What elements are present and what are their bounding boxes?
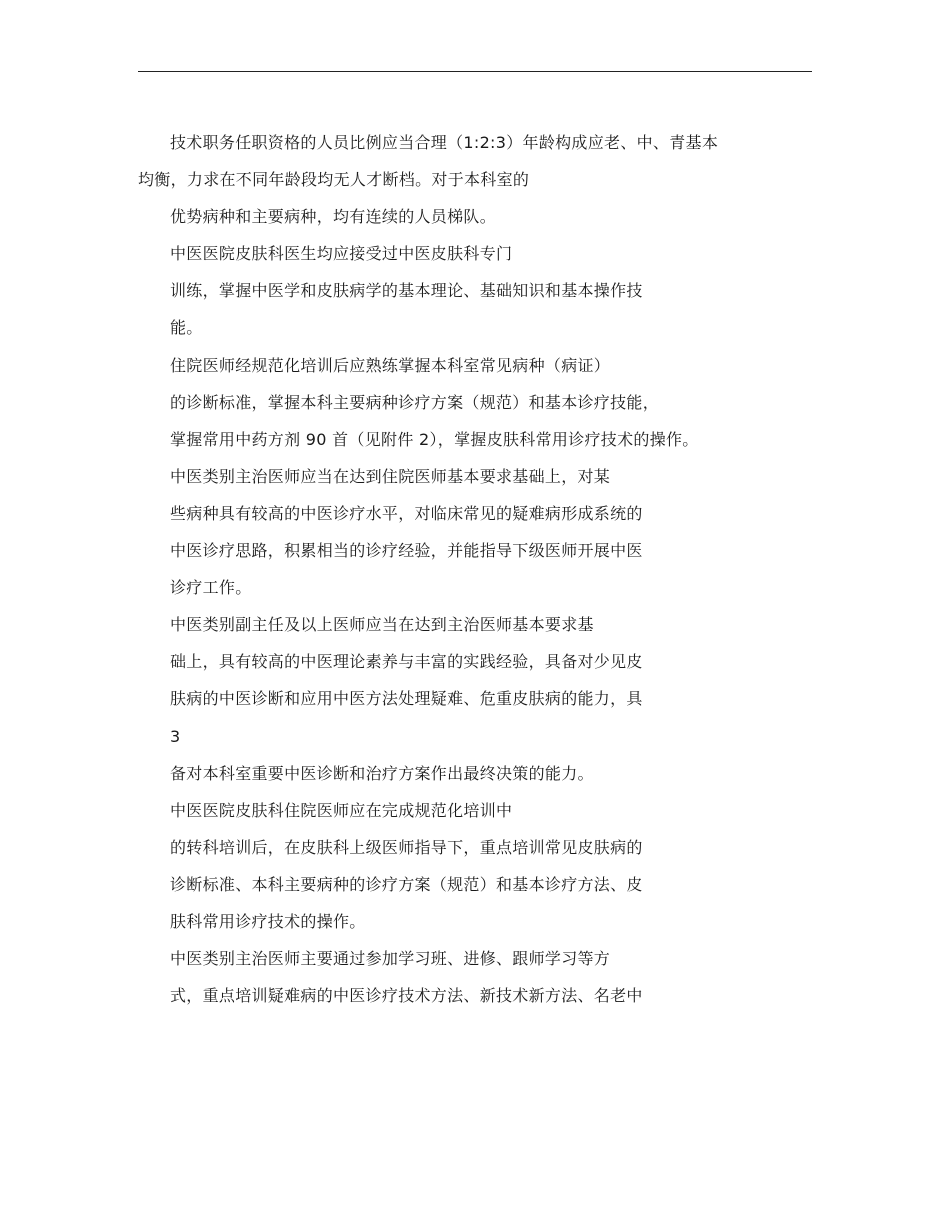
text-line: 诊疗工作。 <box>170 578 252 598</box>
header-rule <box>138 71 812 72</box>
text-line: 肤科常用诊疗技术的操作。 <box>170 911 366 931</box>
text-line: 中医医院皮肤科医生均应接受过中医皮肤科专门 <box>170 244 513 264</box>
text-line: 中医诊疗思路，积累相当的诊疗经验，并能指导下级医师开展中医 <box>170 541 643 561</box>
text-line: 诊断标准、本科主要病种的诊疗方案（规范）和基本诊疗方法、皮 <box>170 874 643 894</box>
text-line: 中医类别副主任及以上医师应当在达到主治医师基本要求基 <box>170 615 594 635</box>
text-line: 中医类别主治医师主要通过参加学习班、进修、跟师学习等方 <box>170 949 611 969</box>
text-line: 中医医院皮肤科住院医师应在完成规范化培训中 <box>170 800 513 820</box>
text-line: 的转科培训后，在皮肤科上级医师指导下，重点培训常见皮肤病的 <box>170 837 643 857</box>
document-body <box>0 124 950 1014</box>
text-line: 肤病的中医诊断和应用中医方法处理疑难、危重皮肤病的能力，具 <box>170 689 643 709</box>
text-line: 的诊断标准，掌握本科主要病种诊疗方案（规范）和基本诊疗技能， <box>170 392 660 412</box>
text-line: 住院医师经规范化培训后应熟练掌握本科室常见病种（病证） <box>170 355 611 375</box>
text-line: 3 <box>170 726 181 746</box>
text-line: 训练，掌握中医学和皮肤病学的基本理论、基础知识和基本操作技 <box>170 281 643 301</box>
text-line: 均衡，力求在不同年龄段均无人才断档。对于本科室的 <box>138 170 530 190</box>
text-line: 优势病种和主要病种，均有连续的人员梯队。 <box>170 207 497 227</box>
text-line: 技术职务任职资格的人员比例应当合理（1:2:3）年龄构成应老、中、青基本 <box>170 133 719 152</box>
text-line: 备对本科室重要中医诊断和治疗方案作出最终决策的能力。 <box>170 763 594 783</box>
text-line: 础上，具有较高的中医理论素养与丰富的实践经验，具备对少见皮 <box>170 652 643 672</box>
text-line: 中医类别主治医师应当在达到住院医师基本要求基础上，对某 <box>170 466 611 486</box>
text-line: 掌握常用中药方剂 90 首（见附件 2），掌握皮肤科常用诊疗技术的操作。 <box>170 429 699 449</box>
text-line: 式，重点培训疑难病的中医诊疗技术方法、新技术新方法、名老中 <box>170 986 643 1006</box>
text-line: 能。 <box>170 318 203 338</box>
text-line: 些病种具有较高的中医诊疗水平，对临床常见的疑难病形成系统的 <box>170 503 643 523</box>
